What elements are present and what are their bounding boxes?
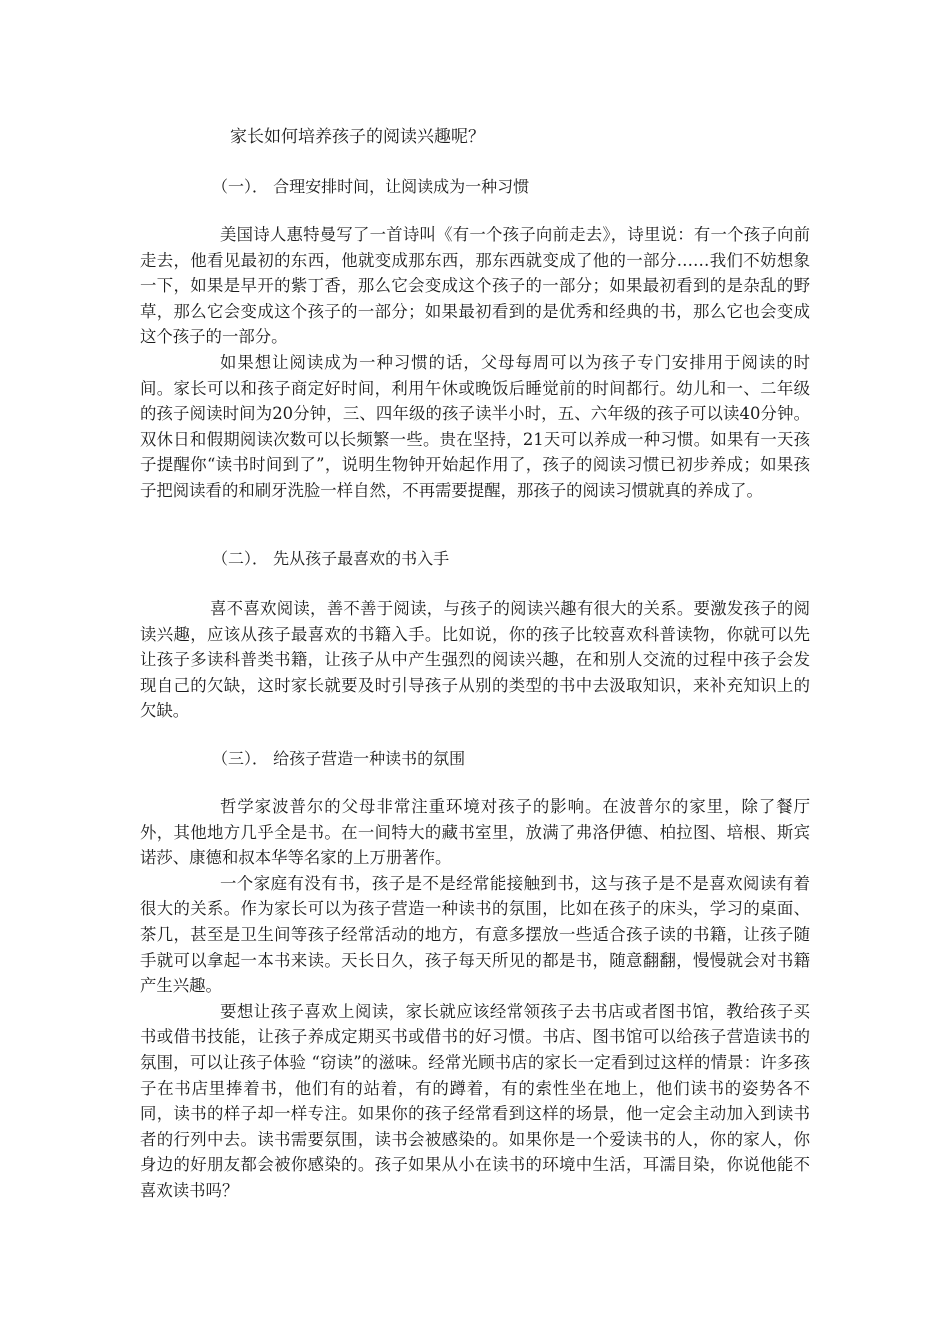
section-2-heading: （二）． 先从孩子最喜欢的书入手 bbox=[212, 549, 450, 568]
section-3-heading: （三）． 给孩子营造一种读书的氛围 bbox=[212, 749, 466, 768]
document-title: 家长如何培养孩子的阅读兴趣呢？ bbox=[230, 127, 485, 147]
section-1-paragraph-2: 如果想让阅读成为一种习惯的话，父母每周可以为孩子专门安排用于阅读的时间。家长可以和孩子商定好时间，利用午休或晚饭后睡觉前的时间都行。幼儿和一、二年级的孩子阅读时间为20分钟，三、四年级的孩子读半小时，五、六年级的孩子可以读40分钟。双休日和假期阅读次数可以长频繁一些。贵在坚持，21天可以养成一种习惯。如果有一天孩子提醒你“读书时间到了”，说明生物钟开始起作用了，孩子的阅读习惯已初步养成；如果孩子把阅读看的和刷牙洗脸一样自然，不再需要提醒，那孩子的阅读习惯就真的养成了。 bbox=[140, 352, 810, 500]
section-3-body bbox=[140, 794, 810, 1204]
section-3-paragraph-3: 要想让孩子喜欢上阅读，家长就应该经常领孩子去书店或者图书馆，教给孩子买书或借书技能，让孩子养成定期买书或借书的好习惯。书店、图书馆可以给孩子营造读书的氛围，可以让孩子体验 “窃读”的滋味。经常光顾书店的家长一定看到过这样的情景：许多孩子在书店里捧着书，他们有的站着，有的蹲着，有的索性坐在地上，他们读书的姿势各不同，读书的样子却一样专注。如果你的孩子经常看到这样的场景，他一定会主动加入到读书者的行列中去。读书需要氛围，读书会被感染的。如果你是一个爱读书的人，你的家人，你身边的好朋友都会被你感染的。孩子如果从小在读书的环境中生活，耳濡目染，你说他能不喜欢读书吗？ bbox=[140, 1001, 810, 1200]
section-3-paragraph-1: 哲学家波普尔的父母非常注重环境对孩子的影响。在波普尔的家里，除了餐厅外，其他地方几乎全是书。在一间特大的藏书室里，放满了弗洛伊德、柏拉图、培根、斯宾诺莎、康德和叔本华等名家的上万册著作。 bbox=[140, 797, 810, 868]
section-1-body bbox=[140, 222, 810, 504]
section-2-body bbox=[140, 596, 810, 724]
section-2-paragraph-1: 喜不喜欢阅读，善不善于阅读，与孩子的阅读兴趣有很大的关系。要激发孩子的阅读兴趣，应该从孩子最喜欢的书籍入手。比如说，你的孩子比较喜欢科普读物，你就可以先让孩子多读科普类书籍，让孩子从中产生强烈的阅读兴趣，在和别人交流的过程中孩子会发现自己的欠缺，这时家长就要及时引导孩子从别的类型的书中去汲取知识，来补充知识上的欠缺。 bbox=[140, 599, 810, 721]
section-1-paragraph-1: 美国诗人惠特曼写了一首诗叫《有一个孩子向前走去》，诗里说：有一个孩子向前走去，他看见最初的东西，他就变成那东西，那东西就变成了他的一部分……我们不妨想象一下，如果是早开的紫丁香，那么它会变成这个孩子的一部分；如果最初看到的是杂乱的野草，那么它会变成这个孩子的一部分；如果最初看到的是优秀和经典的书，那么它也会变成这个孩子的一部分。 bbox=[140, 225, 810, 347]
section-1-heading: （一）． 合理安排时间，让阅读成为一种习惯 bbox=[212, 177, 530, 196]
section-3-paragraph-2: 一个家庭有没有书，孩子是不是经常能接触到书，这与孩子是不是喜欢阅读有着很大的关系。作为家长可以为孩子营造一种读书的氛围，比如在孩子的床头，学习的桌面、茶几，甚至是卫生间等孩子经常活动的地方，有意多摆放一些适合孩子读的书籍，让孩子随手就可以拿起一本书来读。天长日久，孩子每天所见的都是书，随意翻翻，慢慢就会对书籍产生兴趣。 bbox=[140, 873, 810, 996]
